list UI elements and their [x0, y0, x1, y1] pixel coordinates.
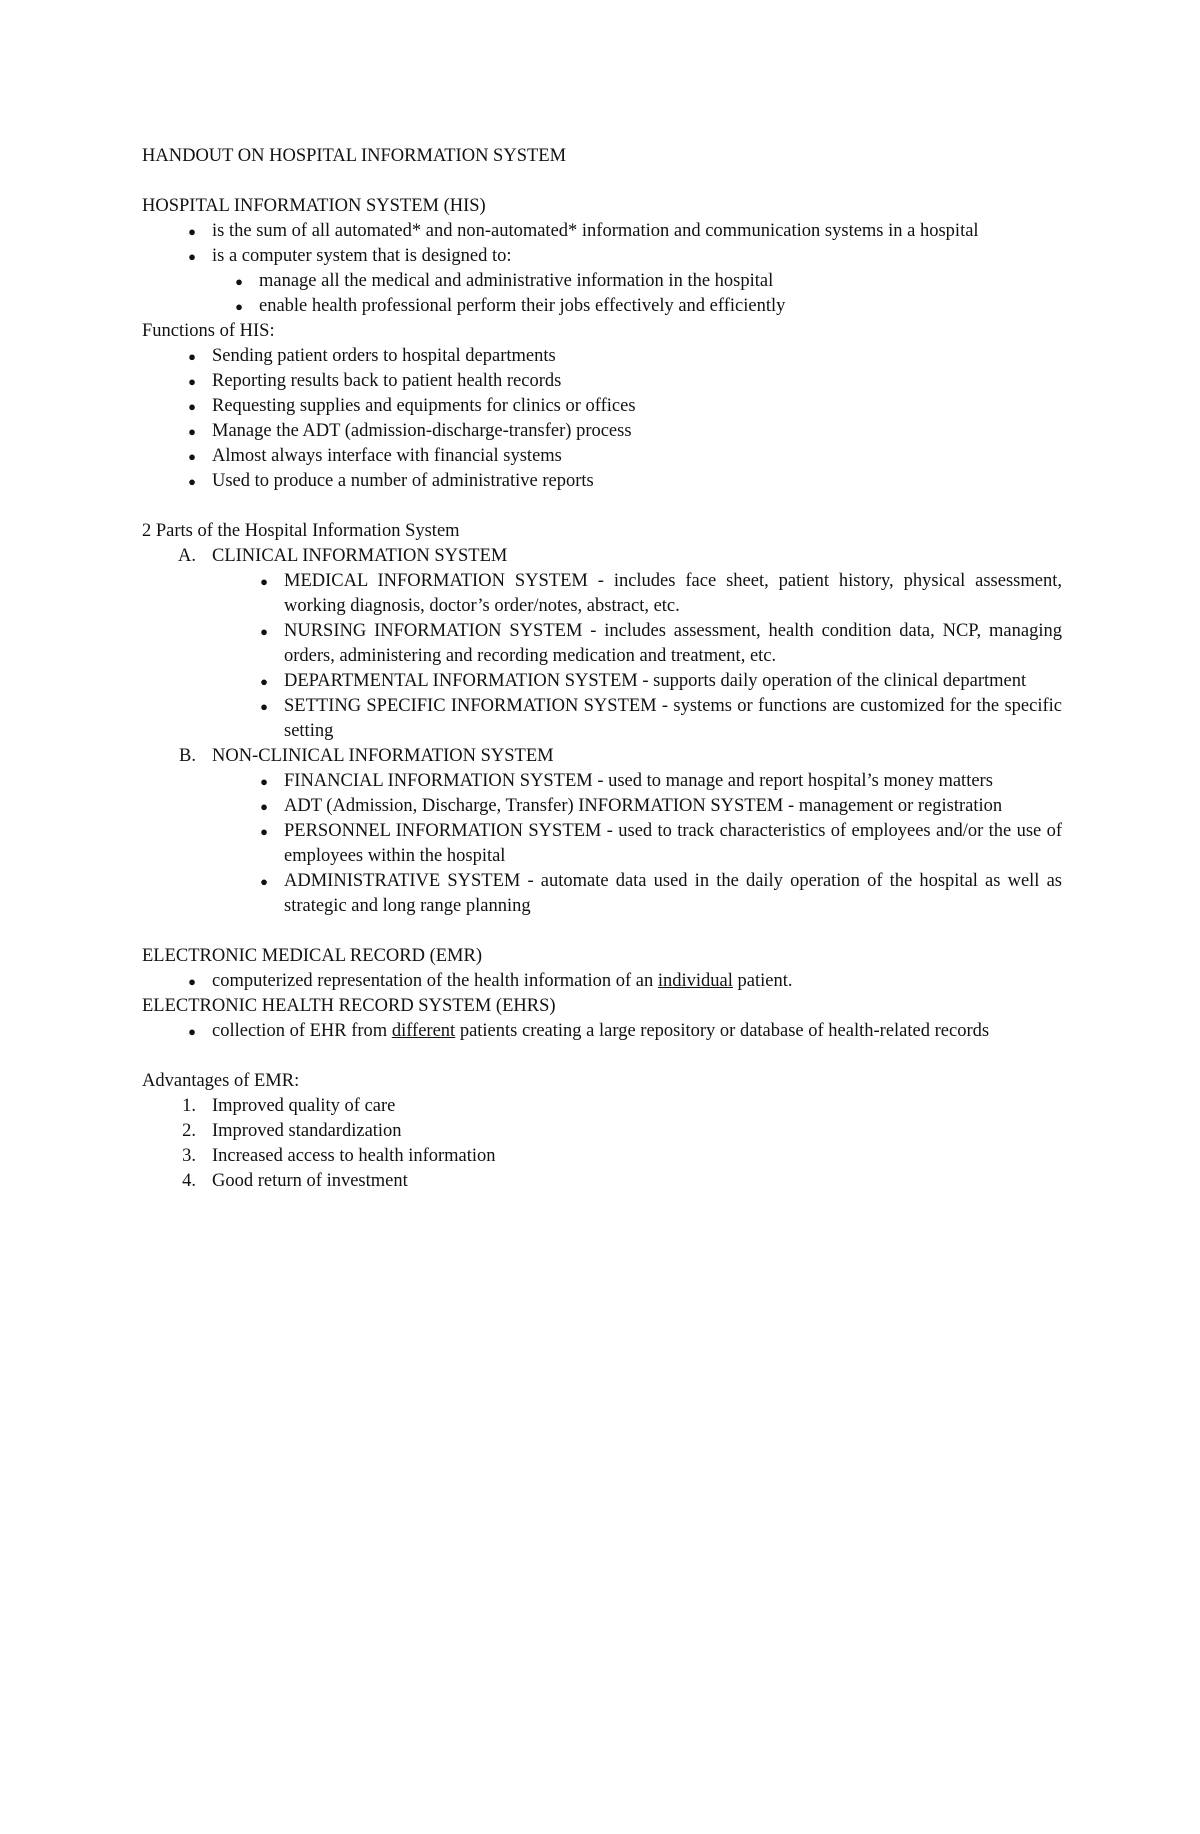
text-run: patient.	[732, 971, 793, 991]
list-item-text: Used to produce a number of administrative reports	[212, 471, 594, 491]
advantages-list	[142, 1094, 1062, 1194]
list-number: 3.	[182, 1146, 196, 1166]
bullet-icon: ●	[188, 374, 196, 389]
list-item-text: ADT (Admission, Discharge, Transfer) INFORMATION SYSTEM - management or registration	[284, 796, 1003, 816]
bullet-icon: ●	[260, 824, 268, 839]
list-item	[188, 219, 1062, 244]
list-item-text: Reporting results back to patient health records	[212, 371, 562, 391]
list-item-text: FINANCIAL INFORMATION SYSTEM - used to manage and report hospital’s money matters	[284, 771, 993, 791]
list-number: 1.	[182, 1096, 196, 1116]
list-item	[260, 869, 1062, 919]
parts-list	[142, 544, 1062, 919]
list-item	[188, 244, 1062, 269]
list-item-text: Increased access to health information	[212, 1146, 496, 1166]
list-item-text: PERSONNEL INFORMATION SYSTEM - used to track characteristics of employees and/or the use of employees within the hospital	[284, 821, 1062, 866]
list-item-text	[212, 1021, 989, 1041]
list-item	[188, 344, 1062, 369]
document-page	[142, 144, 1062, 1194]
list-item	[188, 469, 1062, 494]
parts-item-label: CLINICAL INFORMATION SYSTEM	[212, 546, 508, 566]
bullet-icon: ●	[260, 874, 268, 889]
list-item	[188, 444, 1062, 469]
underlined-text: different	[391, 1021, 456, 1041]
list-item	[188, 394, 1062, 419]
emr-heading: ELECTRONIC MEDICAL RECORD (EMR)	[142, 946, 483, 966]
list-item	[182, 1144, 1062, 1169]
list-item-text: Requesting supplies and equipments for clinics or offices	[212, 396, 636, 416]
bullet-icon: ●	[260, 624, 268, 639]
bullet-icon: ●	[235, 274, 243, 289]
text-run: computerized representation of the health information of an	[212, 971, 658, 991]
list-item-text: is a computer system that is designed to:	[212, 246, 512, 266]
list-item	[260, 769, 1062, 794]
list-item	[260, 669, 1062, 694]
list-item	[260, 819, 1062, 869]
list-item-text: Good return of investment	[212, 1171, 408, 1191]
list-item-text: Sending patient orders to hospital departments	[212, 346, 556, 366]
list-number: 4.	[182, 1171, 196, 1191]
bullet-icon: ●	[188, 349, 196, 364]
bullet-icon: ●	[260, 799, 268, 814]
advantages-heading: Advantages of EMR:	[142, 1071, 300, 1091]
list-item-text: is the sum of all automated* and non-automated* information and communication systems in a hospital	[212, 221, 979, 241]
list-number: 2.	[182, 1121, 196, 1141]
list-marker: B.	[179, 746, 196, 766]
list-item-text: enable health professional perform their jobs effectively and efficiently	[259, 296, 786, 316]
functions-heading: Functions of HIS:	[142, 321, 275, 341]
bullet-icon: ●	[188, 424, 196, 439]
text-run: patients creating a large repository or database of health-related records	[455, 1021, 990, 1041]
parts-heading: 2 Parts of the Hospital Information System	[142, 521, 460, 541]
bullet-icon: ●	[188, 249, 196, 264]
list-item	[182, 1169, 1062, 1194]
list-item	[188, 419, 1062, 444]
list-item	[188, 969, 1062, 994]
sub-list-item	[235, 294, 1062, 319]
list-item-text: ADMINISTRATIVE SYSTEM - automate data used in the daily operation of the hospital as well as strategic and long range planning	[284, 871, 1062, 916]
emr-list	[142, 969, 1062, 994]
ehrs-heading: ELECTRONIC HEALTH RECORD SYSTEM (EHRS)	[142, 996, 556, 1016]
spacer	[142, 919, 1062, 944]
parts-item-a	[178, 544, 1062, 569]
bullet-icon: ●	[260, 774, 268, 789]
list-item	[260, 694, 1062, 744]
bullet-icon: ●	[188, 449, 196, 464]
list-item-text	[212, 971, 793, 991]
parts-item-label: NON-CLINICAL INFORMATION SYSTEM	[212, 746, 554, 766]
his-list	[142, 219, 1062, 319]
list-item-text: MEDICAL INFORMATION SYSTEM - includes face sheet, patient history, physical assessment, working diagnosis, doctor’s order/notes, abstract, etc.	[284, 571, 1062, 616]
spacer	[142, 169, 1062, 194]
list-item	[188, 1019, 1062, 1044]
list-item-text: Improved quality of care	[212, 1096, 396, 1116]
list-marker: A.	[178, 546, 196, 566]
bullet-icon: ●	[188, 399, 196, 414]
list-item-text: Manage the ADT (admission-discharge-transfer) process	[212, 421, 632, 441]
bullet-icon: ●	[188, 974, 196, 989]
list-item-text: Almost always interface with financial systems	[212, 446, 562, 466]
list-item-text: manage all the medical and administrative information in the hospital	[259, 271, 774, 291]
spacer	[142, 494, 1062, 519]
document-title: HANDOUT ON HOSPITAL INFORMATION SYSTEM	[142, 146, 567, 166]
list-item	[260, 619, 1062, 669]
sub-list-item	[235, 269, 1062, 294]
bullet-icon: ●	[188, 474, 196, 489]
bullet-icon: ●	[260, 574, 268, 589]
bullet-icon: ●	[260, 674, 268, 689]
list-item-text: DEPARTMENTAL INFORMATION SYSTEM - supports daily operation of the clinical department	[284, 671, 1027, 691]
list-item-text: SETTING SPECIFIC INFORMATION SYSTEM - systems or functions are customized for the specific setting	[284, 696, 1062, 741]
list-item-text: Improved standardization	[212, 1121, 402, 1141]
bullet-icon: ●	[188, 1024, 196, 1039]
list-item	[188, 369, 1062, 394]
spacer	[142, 1044, 1062, 1069]
ehrs-list	[142, 1019, 1062, 1044]
list-item	[260, 794, 1062, 819]
bullet-icon: ●	[235, 299, 243, 314]
parts-item-b	[179, 744, 1062, 769]
his-heading: HOSPITAL INFORMATION SYSTEM (HIS)	[142, 196, 486, 216]
list-item	[182, 1119, 1062, 1144]
list-item	[182, 1094, 1062, 1119]
functions-list	[142, 344, 1062, 494]
bullet-icon: ●	[260, 699, 268, 714]
bullet-icon: ●	[188, 224, 196, 239]
list-item-text: NURSING INFORMATION SYSTEM - includes assessment, health condition data, NCP, managing orders, administering and recording medication and treatment, etc.	[284, 621, 1062, 666]
underlined-text: individual	[657, 971, 733, 991]
list-item	[260, 569, 1062, 619]
text-run: collection of EHR from	[212, 1021, 392, 1041]
